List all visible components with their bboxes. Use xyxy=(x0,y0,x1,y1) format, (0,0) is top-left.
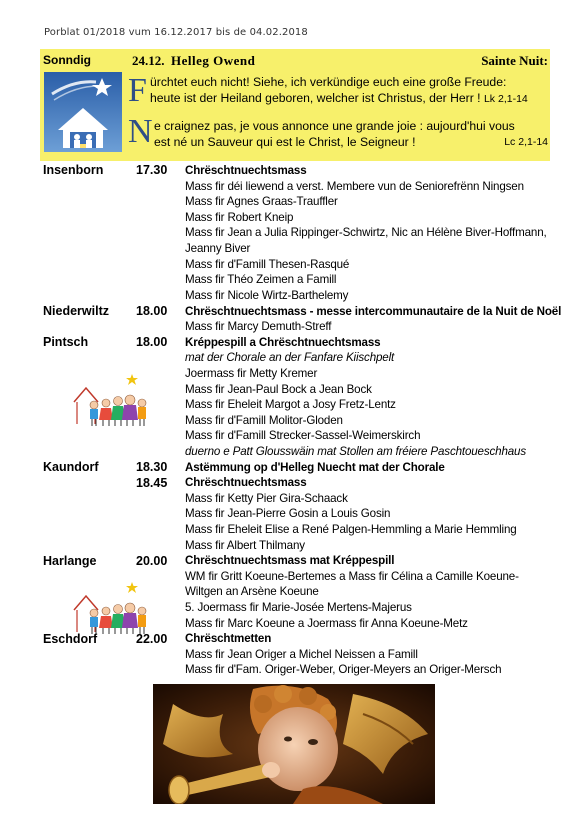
banner-title: Helleg Owend xyxy=(171,53,256,68)
mass-line: Mass fir Théo Zeimen a Famill xyxy=(185,273,337,286)
mass-line: Mass fir d'Famill Thesen-Rasqué xyxy=(185,258,350,271)
nativity-play-children-icon xyxy=(72,580,152,636)
french-verse-ref: Lc 2,1-14 xyxy=(504,136,548,148)
mass-line: Mass fir Agnes Graas-Trauffler xyxy=(185,195,338,208)
mass-line: Mass fir Albert Thilmany xyxy=(185,539,305,552)
mass-line: Chrëschtnuechtsmass xyxy=(185,164,307,177)
mass-line: Astëmmung op d'Helleg Nuecht mat der Chorale xyxy=(185,461,445,474)
mass-line: Chrëschtnuechtsmass xyxy=(185,476,307,489)
location-eschdorf: Eschdorf xyxy=(43,632,98,646)
mass-line: Mass fir Marcy Demuth-Streff xyxy=(185,320,332,333)
mass-line: Mass fir Eheleit Elise a René Palgen-Hemmling a Marie Hemmling xyxy=(185,523,517,536)
mass-line: Mass fir Jean-Pierre Gosin a Louis Gosin xyxy=(185,507,391,520)
mass-line: Mass fir Robert Kneip xyxy=(185,211,294,224)
mass-line: Mass fir Jean a Julia Rippinger-Schwirtz, Nic an Hélène Biver-Hoffmann, xyxy=(185,226,547,239)
mass-line: Joermass fir Metty Kremer xyxy=(185,367,318,380)
mass-line: Mass fir d'Fam. Origer-Weber, Origer-Meyers an Origer-Mersch xyxy=(185,663,502,676)
mass-line: Mass fir Ketty Pier Gira-Schaack xyxy=(185,492,348,505)
french-verse-line1: e craignez pas, je vous annonce une grande joie : aujourd'hui vous xyxy=(154,119,515,133)
time-eschdorf: 22.00 xyxy=(136,632,168,646)
german-verse-line1: ürchtet euch nicht! Siehe, ich verkündige euch eine große Freude: xyxy=(150,75,507,89)
location-niederwiltz: Niederwiltz xyxy=(43,304,109,318)
bulletin-header: Porblat 01/2018 vum 16.12.2017 bis de 04.02.2018 xyxy=(44,27,308,38)
mass-line: Mass fir d'Famill Strecker-Sassel-Weimerskirch xyxy=(185,429,421,442)
mass-line: Chrëschtnuechtsmass - messe intercommunautaire de la Nuit de Noël xyxy=(185,305,562,318)
mass-line: Chrëschtmetten xyxy=(185,632,272,645)
time-harlange: 20.00 xyxy=(136,554,168,568)
angel-trumpet-image xyxy=(153,684,435,804)
mass-line: Mass fir Jean-Paul Bock a Jean Bock xyxy=(185,383,372,396)
french-verse-line2: est né un Sauveur qui est le Christ, le Seigneur ! Lc 2,1-14 xyxy=(154,135,548,149)
time-insenborn: 17.30 xyxy=(136,163,168,177)
nativity-star-icon xyxy=(44,72,122,152)
mass-line: Mass fir d'Famill Molitor-Gloden xyxy=(185,414,343,427)
mass-line: Chrëschtnuechtsmass mat Kréppespill xyxy=(185,554,395,567)
mass-line: Mass fir Eheleit Margot a Josy Fretz-Lentz xyxy=(185,398,396,411)
mass-line: Mass fir Marc Koeune a Joermass fir Anna Koeune-Metz xyxy=(185,617,468,630)
banner-day: Sonndig xyxy=(43,53,91,67)
mass-line: Mass fir Nicole Wirtz-Barthelemy xyxy=(185,289,349,302)
time-niederwiltz: 18.00 xyxy=(136,304,168,318)
location-kaundorf: Kaundorf xyxy=(43,460,99,474)
mass-line: Mass fir déi liewend a verst. Membere vun de Seniorefrënn Ningsen xyxy=(185,180,524,193)
mass-line: Mass fir Jean Origer a Michel Neissen a Famill xyxy=(185,648,418,661)
time-kaundorf: 18.30 xyxy=(136,460,168,474)
mass-line: 5. Joermass fir Marie-Josée Mertens-Majerus xyxy=(185,601,412,614)
german-verse-ref: Lk 2,1-14 xyxy=(483,93,528,105)
mass-line: WM fir Gritt Koeune-Bertemes a Mass fir Célina a Camille Koeune- xyxy=(185,570,519,583)
time-pintsch: 18.00 xyxy=(136,335,168,349)
location-pintsch: Pintsch xyxy=(43,335,89,349)
mass-line: Jeanny Biver xyxy=(185,242,251,255)
christmas-eve-banner xyxy=(40,49,550,161)
banner-date: 24.12. xyxy=(132,53,165,68)
mass-line: Wiltgen an Arsène Koeune xyxy=(185,585,319,598)
mass-line: duerno e Patt Glousswäin mat Stollen am fréiere Paschtoueschhaus xyxy=(185,445,526,458)
nativity-play-children-icon xyxy=(72,372,152,428)
dropcap-n: N xyxy=(128,113,153,150)
german-verse-line2: heute ist der Heiland geboren, welcher ist Christus, der Herr ! Lk 2,1-14 xyxy=(150,91,528,105)
mass-line: mat der Chorale an der Fanfare Kiischpelt xyxy=(185,351,395,364)
location-harlange: Harlange xyxy=(43,554,97,568)
mass-line: Kréppespill a Chrëschtnuechtsmass xyxy=(185,336,381,349)
banner-title-fr: Sainte Nuit: xyxy=(481,53,548,68)
location-insenborn: Insenborn xyxy=(43,163,104,177)
time-kaundorf-2: 18.45 xyxy=(136,476,168,490)
dropcap-f: F xyxy=(128,72,147,109)
